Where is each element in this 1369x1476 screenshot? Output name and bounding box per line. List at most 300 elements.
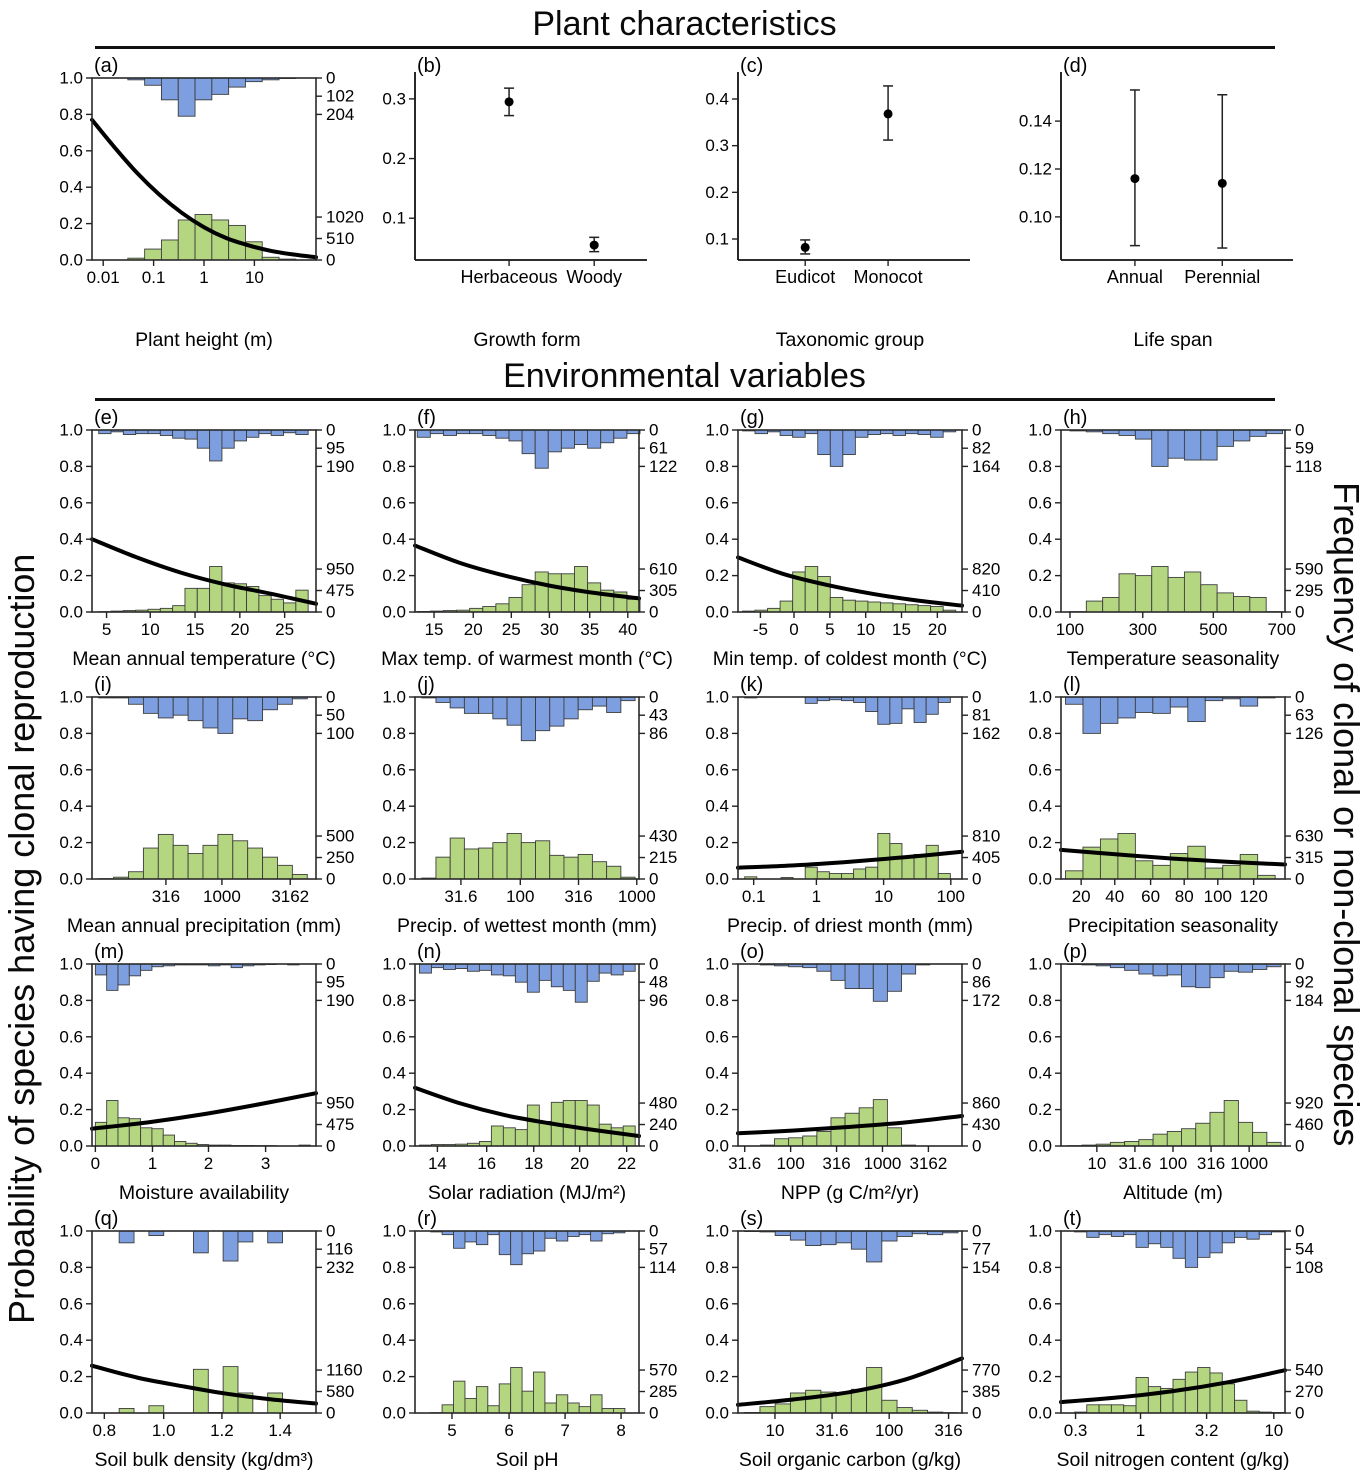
- plot-box: [415, 1231, 639, 1413]
- freq-top-tick-label: 43: [649, 705, 668, 725]
- x-tick-label: 25: [275, 620, 295, 639]
- x-tick-label: 120: [1239, 887, 1268, 906]
- prob-tick-label: 0.6: [1028, 1294, 1052, 1314]
- prob-tick-label: 0.2: [705, 566, 729, 586]
- x-tick-label: 0.1: [141, 268, 166, 287]
- prob-tick-label: 0.4: [382, 529, 406, 549]
- right-frequency-axis: [639, 421, 677, 622]
- x-tick-label: 20: [230, 620, 250, 639]
- x-axis-title: Plant height (m): [135, 329, 273, 351]
- env-panels-row-3: [42, 942, 1369, 1209]
- prob-tick-label: 0.0: [382, 1136, 406, 1156]
- left-prob-axis: [59, 1222, 92, 1423]
- environmental-variables-header: [0, 356, 1369, 408]
- freq-bottom-tick-label: 480: [649, 1093, 678, 1113]
- prob-tick-label: 0.4: [59, 529, 83, 549]
- x-tick-label: 35: [580, 620, 600, 639]
- x-tick-label: 10: [140, 620, 160, 639]
- prob-tick-label: 1.0: [382, 1221, 406, 1241]
- freq-top-tick-label: 0: [326, 68, 336, 88]
- x-tick-label: 3: [260, 1154, 271, 1173]
- x-axis-title: Altitude (m): [1123, 1182, 1223, 1204]
- prob-tick-label: 0.4: [705, 529, 729, 549]
- x-axis-title: Mean annual precipitation (mm): [66, 915, 342, 937]
- prob-tick-label: 0.2: [59, 566, 83, 586]
- prob-tick-label: 1.0: [705, 420, 729, 440]
- freq-bottom-tick-label: 500: [326, 826, 355, 846]
- x-tick-label: 3162: [909, 1154, 948, 1173]
- nonclonal-blue-histogram: [417, 430, 640, 468]
- panel-h: [1011, 408, 1334, 675]
- prob-tick-label: 0.6: [1028, 760, 1052, 780]
- x-tick-label: 40: [618, 620, 638, 639]
- right-frequency-axis: [639, 688, 677, 889]
- x-tick-label: 0.01: [86, 268, 120, 287]
- x-tick-label: 31.6: [815, 1421, 849, 1440]
- env-panels-row-4: [42, 1209, 1369, 1476]
- category-label: Monocot: [853, 267, 923, 287]
- x-axis-title: Moisture availability: [118, 1182, 290, 1204]
- freq-top-tick-label: 81: [972, 705, 991, 725]
- clonal-green-histogram: [1068, 1101, 1281, 1147]
- panel-letter: (k): [740, 675, 764, 696]
- freq-top-tick-label: 232: [326, 1257, 355, 1277]
- right-frequency-axis: [1285, 421, 1323, 622]
- freq-top-tick-label: 86: [649, 723, 668, 743]
- left-prob-axis: [1028, 421, 1061, 622]
- freq-top-tick-label: 57: [649, 1239, 668, 1259]
- prob-tick-label: 0.6: [382, 1027, 406, 1047]
- estimate-with-error-bar: [1130, 90, 1140, 246]
- freq-bottom-tick-label: 0: [649, 1403, 659, 1423]
- prob-tick-label: 0.12: [1018, 159, 1052, 179]
- panel-letter: (p): [1063, 942, 1088, 963]
- prob-tick-label: 0.2: [382, 149, 406, 169]
- freq-bottom-tick-label: 0: [972, 1136, 982, 1156]
- prob-tick-label: 0.0: [705, 869, 729, 889]
- right-frequency-axis: [962, 421, 1000, 622]
- prob-tick-label: 0.4: [382, 1330, 406, 1350]
- left-prob-axis: [382, 688, 415, 889]
- prob-tick-label: 0.2: [705, 182, 729, 202]
- panel-letter: (e): [94, 408, 119, 429]
- panel-letter: (h): [1063, 408, 1088, 429]
- panel-letter: (c): [740, 56, 764, 77]
- freq-top-tick-label: 126: [1295, 723, 1324, 743]
- nonclonal-blue-histogram: [128, 78, 296, 116]
- freq-top-tick-label: 172: [972, 990, 1001, 1010]
- x-tick-label: -5: [752, 620, 768, 639]
- x-tick-label: 316: [564, 887, 593, 906]
- x-axis: [742, 879, 965, 906]
- freq-top-tick-label: 0: [326, 1221, 336, 1241]
- prob-tick-label: 1.0: [1028, 1221, 1052, 1241]
- x-tick-label: 500: [1199, 620, 1228, 639]
- left-prob-axis: [382, 89, 415, 227]
- prob-tick-label: 0.8: [1028, 990, 1052, 1010]
- panel-r: [365, 1209, 688, 1476]
- x-axis: [728, 1146, 947, 1173]
- panel-l: [1011, 675, 1334, 942]
- right-frequency-axis: [316, 955, 354, 1156]
- prob-tick-label: 0.6: [59, 141, 83, 161]
- freq-top-tick-label: 0: [972, 1221, 982, 1241]
- right-frequency-axis: [316, 1222, 363, 1423]
- freq-bottom-tick-label: 0: [649, 1136, 659, 1156]
- panel-letter: (r): [417, 1209, 437, 1230]
- plant-panels-row: [42, 56, 1369, 356]
- prob-tick-label: 1.0: [382, 687, 406, 707]
- x-tick-label: 316: [934, 1421, 963, 1440]
- left-prob-axis: [1028, 955, 1061, 1156]
- panel-b: [365, 56, 688, 356]
- freq-bottom-tick-label: 570: [649, 1360, 678, 1380]
- x-axis-title: Min temp. of coldest month (°C): [712, 648, 988, 670]
- nonclonal-blue-histogram: [1070, 430, 1283, 466]
- clonal-green-histogram: [417, 567, 640, 613]
- clonal-green-histogram: [99, 834, 308, 879]
- freq-top-tick-label: 0: [1295, 687, 1305, 707]
- prob-tick-label: 0.4: [705, 796, 729, 816]
- left-prob-axis: [705, 1222, 738, 1423]
- panel-j: [365, 675, 688, 942]
- right-frequency-axis: [962, 1222, 1000, 1423]
- x-tick-label: 100: [875, 1421, 904, 1440]
- prob-tick-label: 0.2: [705, 1367, 729, 1387]
- prob-tick-label: 0.4: [1028, 529, 1052, 549]
- clonal-green-histogram: [128, 215, 296, 261]
- prob-tick-label: 0.0: [1028, 1136, 1052, 1156]
- prob-tick-label: 0.2: [59, 214, 83, 234]
- freq-bottom-tick-label: 580: [326, 1382, 355, 1402]
- freq-bottom-tick-label: 215: [649, 848, 678, 868]
- env-title-rule: [95, 398, 1275, 401]
- freq-bottom-tick-label: 950: [326, 559, 355, 579]
- prob-tick-label: 0.8: [382, 990, 406, 1010]
- x-axis: [753, 612, 947, 639]
- x-tick-label: 22: [617, 1154, 637, 1173]
- panel-letter: (j): [417, 675, 435, 696]
- freq-bottom-tick-label: 1020: [326, 207, 364, 227]
- prob-tick-label: 0.0: [1028, 1403, 1052, 1423]
- prob-tick-label: 0.2: [705, 833, 729, 853]
- prob-tick-label: 0.6: [1028, 493, 1052, 513]
- x-tick-label: 80: [1174, 887, 1194, 906]
- x-tick-label: 5: [447, 1421, 457, 1440]
- freq-top-tick-label: 190: [326, 990, 355, 1010]
- prob-tick-label: 0.0: [59, 602, 83, 622]
- x-tick-label: 5: [825, 620, 835, 639]
- panel-letter: (g): [740, 408, 765, 429]
- freq-top-tick-label: 59: [1295, 438, 1314, 458]
- prob-tick-label: 0.2: [59, 1367, 83, 1387]
- panel-e: [42, 408, 365, 675]
- freq-top-tick-label: 82: [972, 438, 991, 458]
- x-tick-label: 7: [560, 1421, 570, 1440]
- freq-bottom-tick-label: 315: [1295, 848, 1324, 868]
- freq-top-tick-label: 204: [326, 104, 355, 124]
- prob-tick-label: 0.0: [1028, 869, 1052, 889]
- freq-top-tick-label: 50: [326, 705, 345, 725]
- x-tick-label: 20: [463, 620, 483, 639]
- panel-c: [688, 56, 1011, 356]
- left-prob-axis: [705, 90, 738, 249]
- freq-top-tick-label: 108: [1295, 1257, 1324, 1277]
- panel-o: [688, 942, 1011, 1209]
- freq-top-tick-label: 86: [972, 972, 991, 992]
- freq-bottom-tick-label: 610: [649, 559, 678, 579]
- x-tick-label: 300: [1128, 620, 1157, 639]
- freq-bottom-tick-label: 860: [972, 1093, 1001, 1113]
- panel-n: [365, 942, 688, 1209]
- x-axis-title: Taxonomic group: [775, 329, 925, 351]
- panel-letter: (i): [94, 675, 112, 696]
- panel-i: [42, 675, 365, 942]
- x-tick-label: 20: [570, 1154, 590, 1173]
- x-axis-title: Precipitation seasonality: [1067, 915, 1279, 937]
- clonal-green-histogram: [431, 1368, 625, 1414]
- freq-bottom-tick-label: 0: [1295, 602, 1305, 622]
- freq-bottom-tick-label: 295: [1295, 581, 1324, 601]
- category-label: Herbaceous: [460, 267, 558, 287]
- prob-tick-label: 0.8: [59, 1257, 83, 1277]
- freq-top-tick-label: 116: [326, 1239, 354, 1259]
- freq-top-tick-label: 118: [1295, 456, 1323, 476]
- panel-q: [42, 1209, 365, 1476]
- plot-box: [92, 430, 316, 612]
- freq-bottom-tick-label: 0: [326, 250, 336, 270]
- freq-top-tick-label: 122: [649, 456, 678, 476]
- prob-tick-label: 0.0: [382, 869, 406, 889]
- probability-curve: [92, 1093, 316, 1128]
- prob-tick-label: 0.4: [59, 177, 83, 197]
- x-tick-label: 100: [506, 887, 535, 906]
- left-prob-axis: [705, 421, 738, 622]
- freq-bottom-tick-label: 540: [1295, 1360, 1324, 1380]
- x-tick-label: 100: [1158, 1154, 1188, 1173]
- x-axis: [447, 1413, 626, 1440]
- nonclonal-blue-histogram: [1068, 964, 1281, 988]
- right-y-axis-label: [1323, 408, 1369, 1220]
- left-prob-axis: [59, 688, 92, 889]
- x-tick-label: 5: [101, 620, 112, 639]
- left-prob-axis: [705, 688, 738, 889]
- freq-bottom-tick-label: 270: [1295, 1382, 1324, 1402]
- prob-tick-label: 0.2: [1028, 1100, 1052, 1120]
- panel-letter: (b): [417, 56, 442, 77]
- freq-bottom-tick-label: 475: [326, 1115, 355, 1135]
- x-tick-label: 100: [1203, 887, 1232, 906]
- nonclonal-blue-histogram: [95, 964, 299, 990]
- left-prob-axis: [382, 1222, 415, 1423]
- panel-k: [688, 675, 1011, 942]
- clonal-green-histogram: [419, 1101, 635, 1147]
- panel-d: [1011, 56, 1334, 356]
- nonclonal-blue-histogram: [745, 1231, 958, 1262]
- x-axis: [444, 879, 655, 906]
- prob-tick-label: 0.14: [1018, 111, 1052, 131]
- x-tick-label: 10: [874, 887, 894, 906]
- prob-tick-label: 0.6: [382, 1294, 406, 1314]
- prob-tick-label: 0.6: [705, 493, 729, 513]
- estimate-with-error-bar: [800, 240, 810, 254]
- x-tick-label: 3162: [271, 887, 310, 906]
- prob-tick-label: 0.6: [59, 493, 83, 513]
- plot-box: [738, 1231, 962, 1413]
- nonclonal-blue-histogram: [745, 697, 951, 724]
- prob-tick-label: 0.0: [705, 1403, 729, 1423]
- panel-letter: (f): [417, 408, 436, 429]
- prob-tick-label: 0.4: [59, 1063, 83, 1083]
- panel-letter: (q): [94, 1209, 119, 1230]
- x-axis: [1064, 1413, 1284, 1440]
- freq-top-tick-label: 0: [972, 687, 982, 707]
- freq-bottom-tick-label: 460: [1295, 1115, 1324, 1135]
- prob-tick-label: 0.4: [1028, 1330, 1052, 1350]
- prob-tick-label: 0.4: [705, 1063, 729, 1083]
- prob-tick-label: 0.8: [59, 723, 83, 743]
- x-tick-label: 100: [936, 887, 965, 906]
- freq-bottom-tick-label: 0: [1295, 1136, 1305, 1156]
- x-tick-label: 1: [1135, 1421, 1146, 1440]
- freq-bottom-tick-label: 630: [1295, 826, 1324, 846]
- right-frequency-axis: [962, 688, 1000, 889]
- prob-tick-label: 0.8: [59, 104, 83, 124]
- right-frequency-axis: [1285, 1222, 1323, 1423]
- clonal-green-histogram: [99, 567, 308, 613]
- right-frequency-axis: [639, 1222, 677, 1423]
- prob-tick-label: 0.0: [59, 250, 83, 270]
- prob-tick-label: 0.8: [705, 1257, 729, 1277]
- prob-tick-label: 0.8: [382, 456, 406, 476]
- x-tick-label: 1.0: [151, 1421, 176, 1440]
- freq-top-tick-label: 0: [649, 687, 659, 707]
- x-tick-label: 1: [199, 268, 209, 287]
- freq-bottom-tick-label: 0: [1295, 1403, 1305, 1423]
- freq-bottom-tick-label: 305: [649, 581, 678, 601]
- x-tick-label: 1000: [203, 887, 241, 906]
- freq-bottom-tick-label: 410: [972, 581, 1001, 601]
- freq-bottom-tick-label: 240: [649, 1115, 678, 1135]
- freq-bottom-tick-label: 0: [326, 869, 336, 889]
- x-tick-label: 0.3: [1063, 1421, 1088, 1440]
- prob-tick-label: 0.6: [59, 760, 83, 780]
- nonclonal-blue-histogram: [431, 1231, 625, 1265]
- x-tick-label: 10: [765, 1421, 785, 1440]
- nonclonal-blue-histogram: [760, 964, 929, 1001]
- x-tick-label: 8: [616, 1421, 626, 1440]
- nonclonal-blue-histogram: [742, 430, 955, 466]
- freq-bottom-tick-label: 1160: [326, 1360, 363, 1380]
- freq-top-tick-label: 92: [1295, 972, 1314, 992]
- freq-bottom-tick-label: 475: [326, 581, 355, 601]
- x-axis: [428, 1146, 636, 1173]
- freq-top-tick-label: 154: [972, 1257, 1001, 1277]
- x-axis-title: Soil nitrogen content (g/kg): [1056, 1449, 1290, 1471]
- prob-tick-label: 0.8: [1028, 723, 1052, 743]
- prob-tick-label: 0.6: [59, 1027, 83, 1047]
- x-tick-label: 15: [892, 620, 911, 639]
- freq-top-tick-label: 61: [649, 438, 668, 458]
- freq-top-tick-label: 95: [326, 438, 345, 458]
- freq-bottom-tick-label: 405: [972, 848, 1001, 868]
- right-y-axis-label-text: Frequency of clonal or non-clonal species: [1326, 481, 1367, 1147]
- left-y-axis-label: [0, 408, 44, 1470]
- x-tick-label: 15: [424, 620, 444, 639]
- freq-bottom-tick-label: 430: [649, 826, 678, 846]
- clonal-green-histogram: [1070, 567, 1283, 613]
- left-y-axis-label-text: Probability of species having clonal reproduction: [1, 553, 42, 1325]
- freq-top-tick-label: 0: [649, 954, 659, 974]
- plant-characteristics-title: Plant characteristics: [532, 5, 837, 43]
- estimate-with-error-bar: [883, 86, 893, 140]
- right-frequency-axis: [639, 955, 677, 1156]
- prob-tick-label: 0.2: [382, 1100, 406, 1120]
- prob-tick-label: 0.8: [382, 723, 406, 743]
- prob-tick-label: 1.0: [1028, 687, 1052, 707]
- clonal-green-histogram: [1065, 834, 1275, 880]
- panel-letter: (s): [740, 1209, 764, 1230]
- prob-tick-label: 1.0: [59, 420, 83, 440]
- prob-tick-label: 0.4: [705, 1330, 729, 1350]
- panel-letter: (a): [94, 56, 119, 77]
- x-axis: [425, 612, 638, 639]
- x-tick-label: 316: [151, 887, 181, 906]
- freq-bottom-tick-label: 285: [649, 1382, 678, 1402]
- prob-tick-label: 0.8: [705, 723, 729, 743]
- freq-top-tick-label: 100: [326, 723, 355, 743]
- x-tick-label: 0.1: [741, 887, 766, 906]
- x-tick-label: 14: [427, 1154, 447, 1173]
- x-tick-label: 30: [539, 620, 559, 639]
- x-tick-label: 31.6: [1118, 1154, 1152, 1173]
- x-axis: [152, 879, 309, 906]
- x-axis-title: Solar radiation (MJ/m²): [427, 1182, 627, 1204]
- x-tick-label: 1000: [617, 887, 656, 906]
- estimate-with-error-bar: [504, 88, 514, 115]
- freq-top-tick-label: 0: [972, 954, 982, 974]
- freq-bottom-tick-label: 0: [326, 602, 336, 622]
- x-tick-label: 18: [524, 1154, 544, 1173]
- prob-tick-label: 0.2: [382, 1367, 406, 1387]
- x-tick-label: 25: [501, 620, 521, 639]
- plot-box: [738, 430, 962, 612]
- prob-tick-label: 0.2: [59, 1100, 83, 1120]
- environmental-variables-title: Environmental variables: [503, 357, 866, 395]
- panel-t: [1011, 1209, 1334, 1476]
- freq-bottom-tick-label: 250: [326, 848, 355, 868]
- panel-a: [42, 56, 365, 356]
- prob-tick-label: 0.8: [59, 990, 83, 1010]
- x-axis-title: Mean annual temperature (°C): [72, 648, 336, 670]
- prob-tick-label: 0.2: [382, 566, 406, 586]
- right-frequency-axis: [316, 69, 364, 270]
- x-tick-label: 1.2: [210, 1421, 234, 1440]
- x-tick-label: 3.2: [1194, 1421, 1219, 1440]
- freq-bottom-tick-label: 920: [1295, 1093, 1324, 1113]
- prob-tick-label: 0.4: [59, 796, 83, 816]
- freq-top-tick-label: 0: [1295, 420, 1305, 440]
- prob-tick-label: 1.0: [382, 420, 406, 440]
- right-frequency-axis: [1285, 955, 1323, 1156]
- freq-top-tick-label: 0: [1295, 954, 1305, 974]
- right-frequency-axis: [962, 955, 1000, 1156]
- prob-tick-label: 0.8: [705, 456, 729, 476]
- freq-top-tick-label: 48: [649, 972, 668, 992]
- freq-bottom-tick-label: 820: [972, 559, 1001, 579]
- freq-bottom-tick-label: 810: [972, 826, 1001, 846]
- prob-tick-label: 0.2: [1028, 566, 1052, 586]
